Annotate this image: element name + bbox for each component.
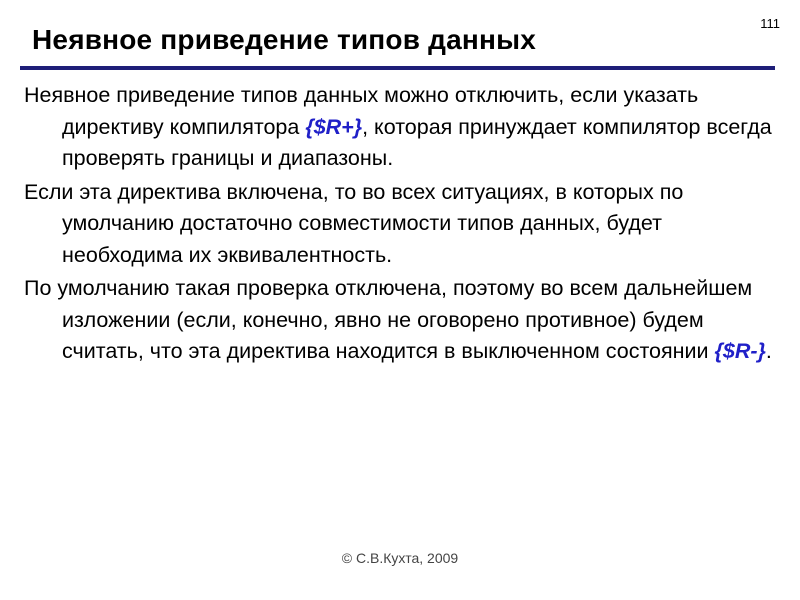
paragraph-text: . bbox=[765, 339, 772, 363]
paragraph-directive-default bbox=[24, 273, 774, 368]
slide-title: Неявное приведение типов данных bbox=[32, 24, 536, 55]
paragraph-text: Неявное приведение типов данных можно отключить, если указать директиву компилятора bbox=[24, 83, 699, 139]
slide-number: 111 bbox=[760, 16, 780, 31]
paragraph-directive-enable bbox=[24, 80, 774, 175]
footer-copyright: © С.В.Кухта, 2009 bbox=[341, 550, 459, 566]
paragraph-text: , которая принуждает компилятор всегда проверять границы и диапазоны. bbox=[62, 114, 772, 170]
slide-body bbox=[24, 80, 774, 370]
title-underline bbox=[20, 66, 775, 70]
directive-code: {$R+} bbox=[305, 114, 363, 139]
paragraph-directive-effect bbox=[24, 177, 774, 272]
paragraph-text: Если эта директива включена, то во всех ситуациях, в которых по умолчанию достаточно совместимости типов данных, будет необходима их эквивалентность. bbox=[24, 179, 684, 267]
directive-code: {$R-} bbox=[714, 339, 766, 363]
paragraph-text: По умолчанию такая проверка отключена, поэтому во всем дальнейшем изложении (если, конечно, явно не оговорено противное) будем считать, что эта директива находится в выключенном состоянии bbox=[24, 276, 753, 363]
